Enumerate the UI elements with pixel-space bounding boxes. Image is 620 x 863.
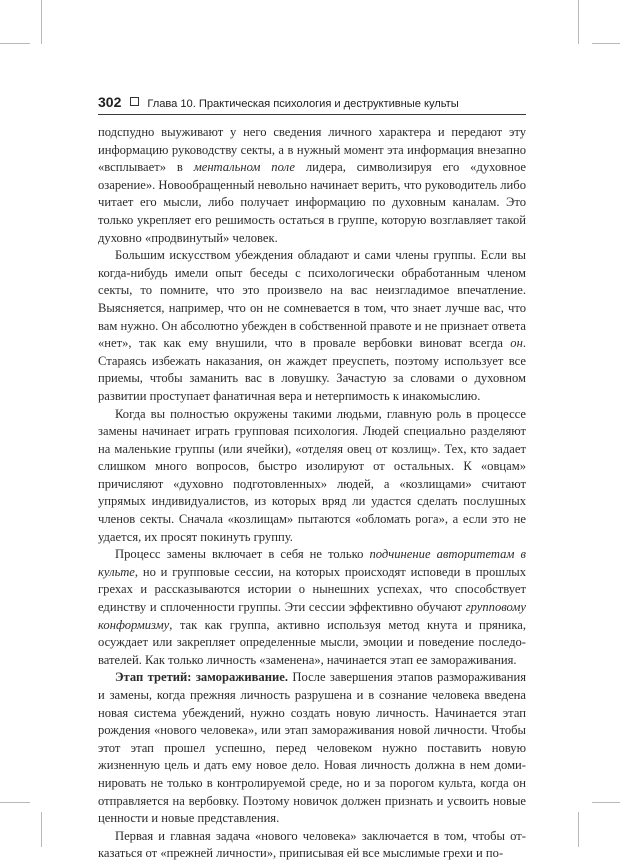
crop-mark-bottom-right: [578, 812, 579, 847]
text-run: Процесс замены включает в себя не только: [115, 547, 370, 562]
paragraph: [98, 247, 526, 405]
paragraph: [98, 828, 526, 863]
italic-run: групповому конформизму: [98, 600, 526, 632]
page-body-text: [98, 124, 526, 863]
paragraph: [98, 124, 526, 247]
text-run: , так как группа, активно используя метод кнута и пряника, осуждает или закрепляет определенные мысли, эмоции и поведение последователей. Как только личность «заменена», начинается этап ее замораживания.: [98, 617, 526, 667]
italic-run: ментальном поле: [193, 160, 295, 175]
paragraph: [98, 546, 526, 669]
crop-mark-bottom-right-horizontal: [592, 802, 620, 803]
paragraph: [98, 669, 526, 827]
text-run: Первая и главная задача «нового человека» заключается в том, чтобы отказаться от «прежней личности», приписывая ей все мыслимые грехи и по-: [98, 828, 526, 861]
crop-mark-top-left-horizontal: [0, 43, 30, 44]
crop-mark-bottom-left-horizontal: [0, 802, 30, 803]
text-run: Когда вы полностью окружены такими людьми, главную роль в процессе замены начинает играть групповая психология. Людей специально разделяют на маленькие группы (или ячейки), «отделяя овец от козлищ». Тех, кто задает слишком много вопросов, быстро изолируют от остальных. К «овцам» причисляют «духовно подготовленных» людей, а «козлищами» считают упрямых индивидуалистов, из которых вряд ли удастся сделать послушных членов секты. Сначала «козлищам» пытаются «обломать рога», а если это не удается, их просят покинуть группу.: [98, 406, 526, 544]
paragraph: [98, 406, 526, 547]
text-run: , но и групповые сессии, на которых происходят исповеди в прошлых грехах и рассказываются истории о нынешних успехах, что способствует единству и сплоченности группы. Эти сессии эффективно обучают: [98, 564, 526, 615]
text-run: Большим искусством убеждения обладают и сами члены группы. Если вы когда-нибудь имели опыт беседы с психологически обработанным членом секты, то помните, что это произвело на вас неизгладимое впечатление. Выясняется, например, что он не сомневается в том, что знает лучше вас, что вам нужно. Он абсолютно убежден в собственной правоте и не признает ответа «нет», так как ему внушили, что в провале вербовки виноват всегда: [98, 248, 526, 351]
text-run: . Стараясь избежать наказания, он жаждет преуспеть, поэтому использует все приемы, чтобы заманить вас в ловушку. Зачастую за словами о духовном развитии проступает фанатичная вера и нетерпимость к инакомыслию.: [98, 336, 526, 403]
page-number: 302: [98, 94, 122, 110]
crop-mark-top-right: [578, 0, 579, 44]
italic-run: он: [510, 336, 523, 351]
square-bullet-icon: [130, 97, 139, 106]
chapter-title: Глава 10. Практическая психология и деструктивные культы: [147, 98, 459, 110]
crop-mark-bottom-left: [41, 812, 42, 847]
text-run: После завершения этапов размораживания и замены, когда прежняя личность разрушена и в сознание человека введена новая система убеждений, нужно создать новую личность. Начинается этап рождения «нового человека», или этап замораживания новой личности. Чтобы этот этап прошел успешно, перед человеком нужно поставить новую жизненную цель и дать ему новое дело. Новая личность должна в нем доминировать не только в контролируемой среде, но и за порогом культа, когда он отправляется на вербовку. Поэтому новичок должен признать и усвоить новые ценности и новые представления.: [98, 670, 526, 826]
crop-mark-top-right-horizontal: [592, 43, 620, 44]
text-run: подспудно выуживают у него сведения личного характера и передают эту информацию руководству секты, а в нужный момент эта информация внезапно «всплывает» в: [98, 125, 526, 175]
italic-run: подчинение авторитетам в культе: [98, 547, 526, 579]
text-run: лидера, символизируя его «духовное озарение». Новообращенный невольно начинает верить, что руководитель либо читает его мысли, либо получает информацию по духовным каналам. Это только укрепляет его решимость остаться в группе, которую возглавляет такой духовно «продвинутый» человек.: [98, 160, 527, 245]
crop-mark-top-left: [41, 0, 42, 44]
bold-heading-run: Этап третий: замораживание.: [115, 670, 288, 685]
running-header: [98, 94, 526, 115]
